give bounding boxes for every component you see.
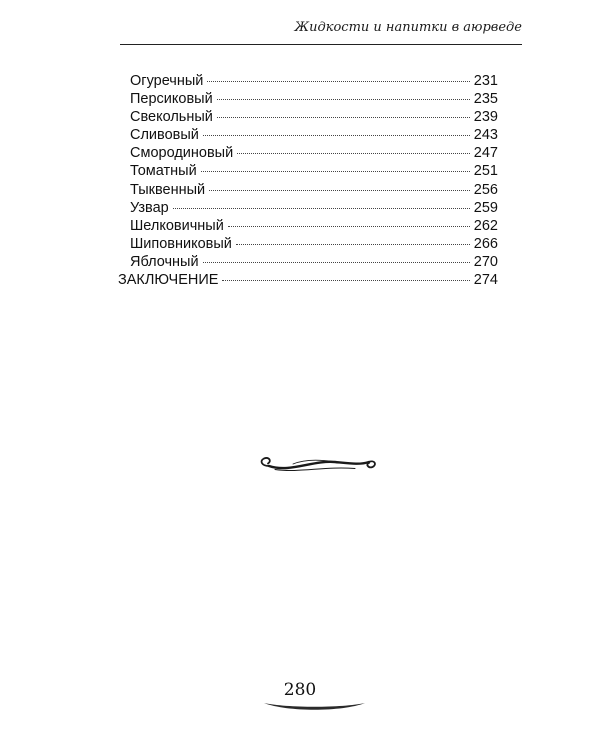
toc-entry <box>118 126 498 144</box>
toc-entry-title: Сливовый <box>130 127 199 144</box>
toc-entry-page: 235 <box>473 91 498 108</box>
toc-entry <box>118 199 498 217</box>
toc-entry <box>118 90 498 108</box>
running-head: Жидкости и напитки в аюрведе <box>294 20 522 35</box>
toc-entry-page: 256 <box>473 181 498 198</box>
dot-leader <box>236 244 470 245</box>
dot-leader <box>217 99 470 100</box>
header-rule <box>120 44 522 45</box>
toc-entry <box>118 235 498 253</box>
table-of-contents <box>118 72 498 289</box>
toc-entry <box>118 217 498 235</box>
toc-entry <box>118 162 498 180</box>
toc-entry <box>118 144 498 162</box>
dot-leader <box>228 226 470 227</box>
toc-entry-page: 270 <box>473 253 498 270</box>
toc-entry-title: Томатный <box>130 163 197 180</box>
dot-leader <box>173 208 470 209</box>
toc-entry-title: Шиповниковый <box>130 235 232 252</box>
page-number: 280 <box>283 680 317 700</box>
toc-entry-title: Тыквенный <box>130 181 206 198</box>
toc-entry <box>118 72 498 90</box>
toc-entry <box>118 108 498 126</box>
toc-entry-title: Узвар <box>130 199 169 216</box>
toc-entry-title: Яблочный <box>130 253 199 270</box>
toc-entry <box>118 253 498 271</box>
toc-entry-title: Смородиновый <box>130 145 234 162</box>
toc-entry <box>118 181 498 199</box>
dot-leader <box>203 135 470 136</box>
flourish-divider-icon <box>255 450 380 480</box>
toc-entry-title: Шелковичный <box>130 217 224 234</box>
toc-entry-page: 266 <box>473 235 498 252</box>
toc-entry-title: Свекольный <box>130 109 213 126</box>
toc-entry-page: 251 <box>473 163 498 180</box>
toc-entry-page: 243 <box>473 127 498 144</box>
dot-leader <box>209 190 470 191</box>
toc-entry-page: 259 <box>473 199 498 216</box>
toc-entry-title: ЗАКЛЮЧЕНИЕ <box>118 272 219 289</box>
dot-leader <box>222 280 469 281</box>
dot-leader <box>201 171 470 172</box>
dot-leader <box>203 262 470 263</box>
toc-entry-title: Персиковый <box>130 91 213 108</box>
toc-entry-title: Огуречный <box>130 73 204 89</box>
dot-leader <box>217 117 470 118</box>
toc-entry-page: 274 <box>473 272 498 289</box>
dot-leader <box>237 153 470 154</box>
swash-underline-icon <box>262 700 367 714</box>
toc-entry-page: 262 <box>473 217 498 234</box>
dot-leader <box>207 81 469 82</box>
toc-entry-page: 247 <box>473 145 498 162</box>
toc-entry-page: 231 <box>473 73 498 89</box>
toc-entry-page: 239 <box>473 109 498 126</box>
toc-entry-chapter <box>118 271 498 289</box>
